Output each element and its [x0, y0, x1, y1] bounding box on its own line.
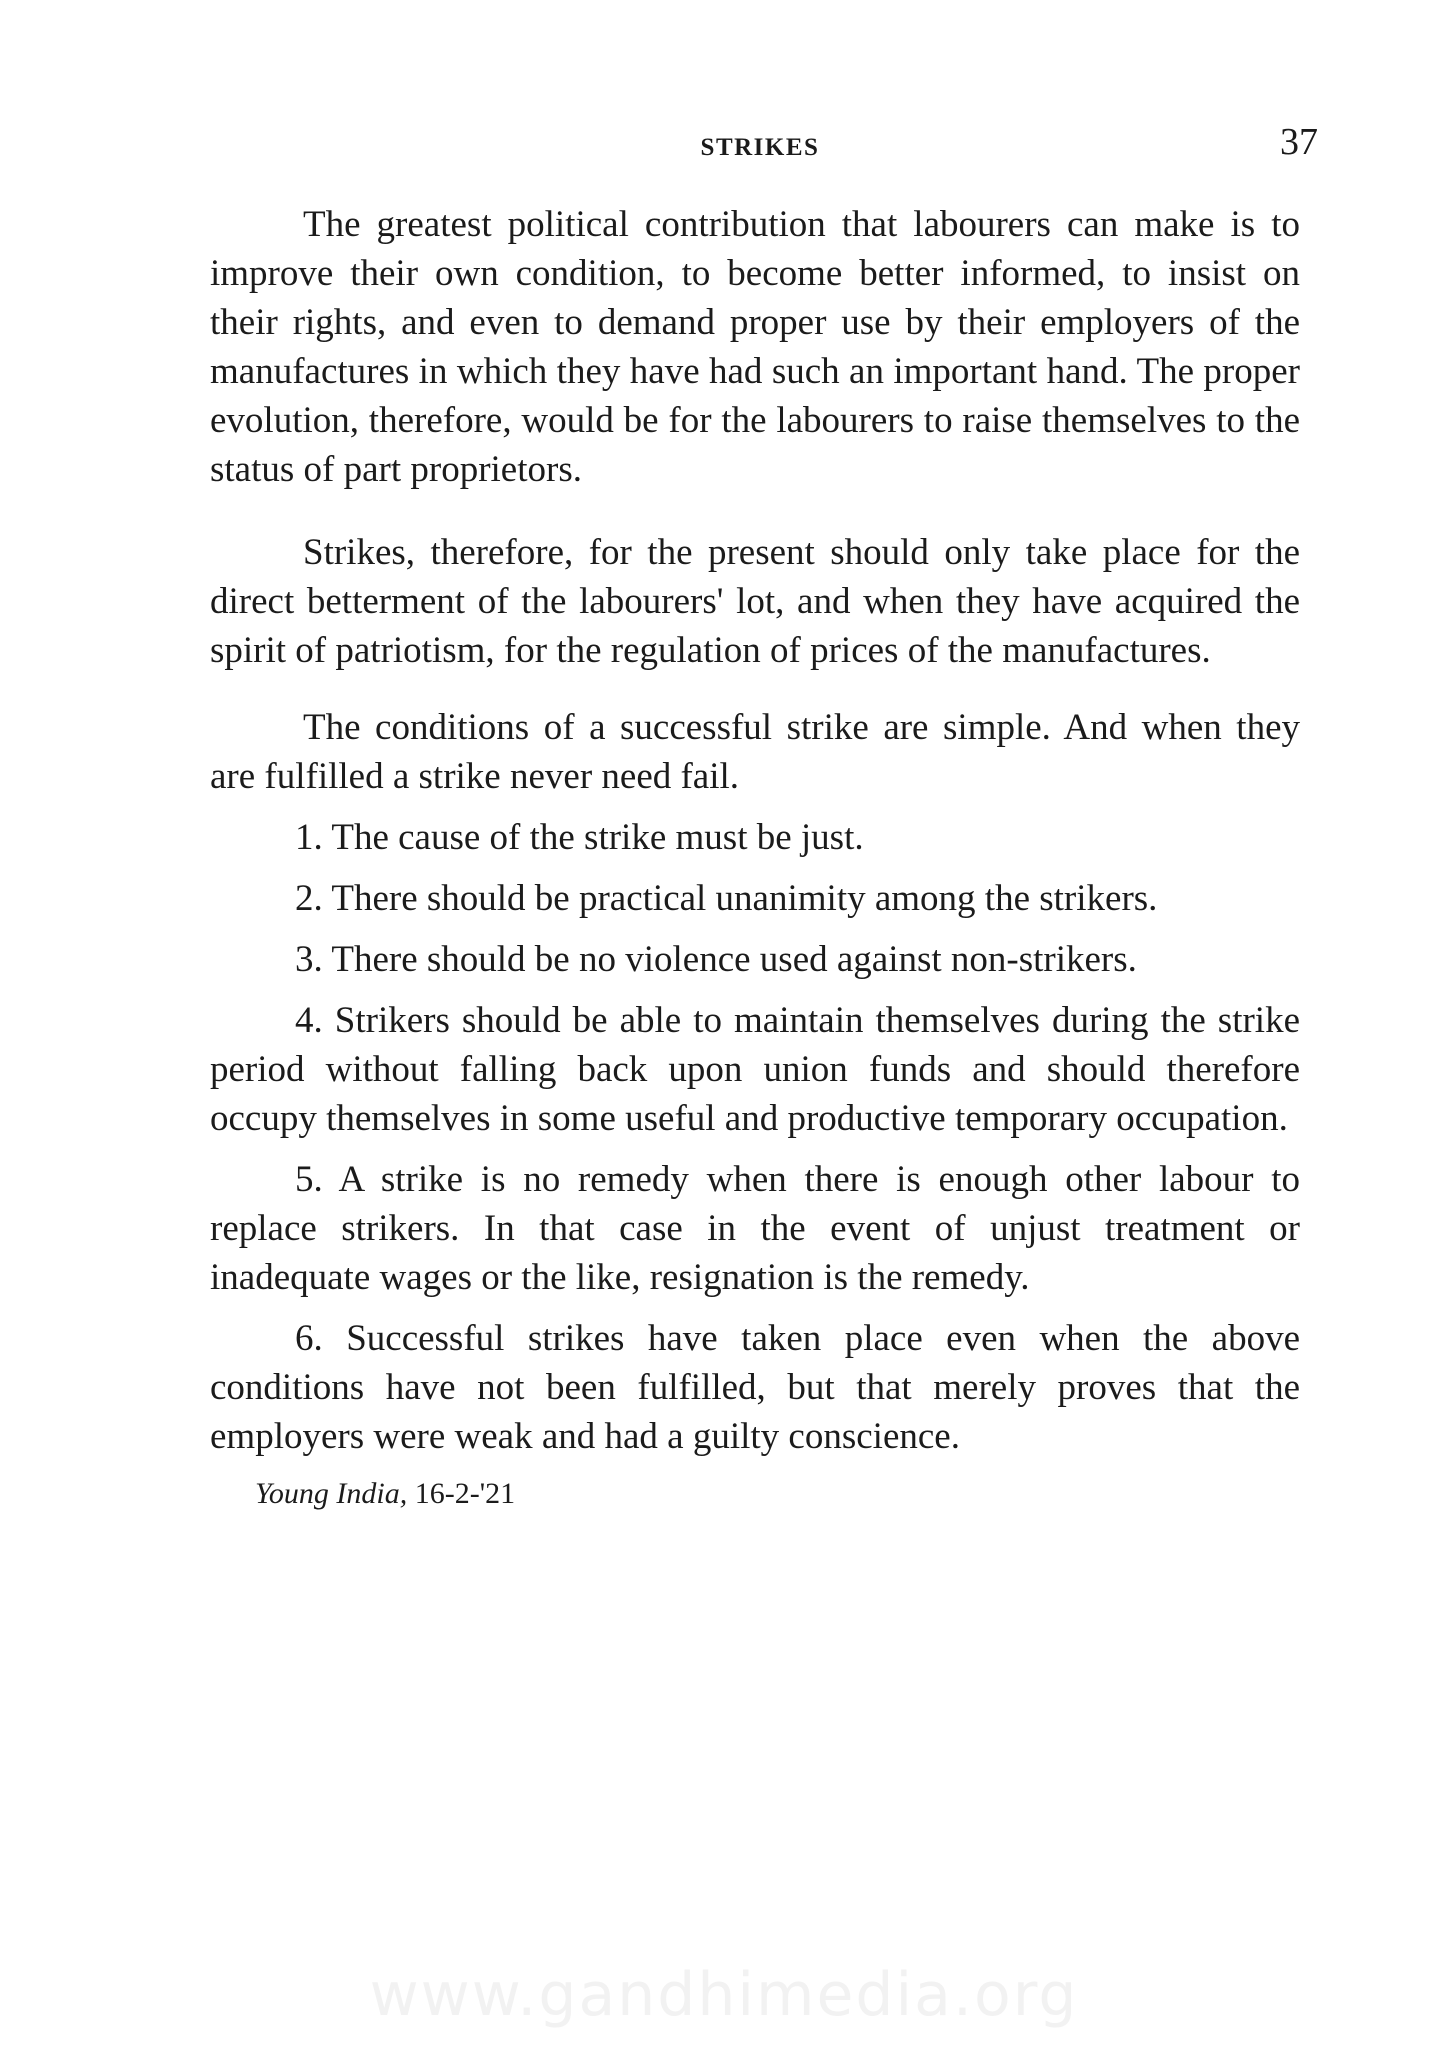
source-citation [210, 1477, 1300, 1511]
source-publication: Young India, [255, 1477, 408, 1510]
paragraph: The conditions of a successful strike are simple. And when they are fulfilled a strike never need fail. [210, 707, 1300, 797]
condition-text: There should be practical unanimity among the strikers. [331, 878, 1158, 919]
condition-item [210, 874, 1300, 923]
condition-item [210, 935, 1300, 984]
watermark: www.gandhimedia.org [369, 1960, 1079, 2030]
condition-number: 6. [295, 1318, 323, 1359]
paragraph: Strikes, therefore, for the present should only take place for the direct betterment of the labourers' lot, and when they have acquired the spirit of patriotism, for the regulation of prices of the manufactures. [210, 532, 1300, 671]
condition-number: 3. [295, 939, 323, 980]
condition-number: 4. [295, 1000, 323, 1041]
condition-number: 2. [295, 878, 323, 919]
condition-text: There should be no violence used against non-strikers. [331, 939, 1137, 980]
condition-text: A strike is no remedy when there is enough other labour to replace strikers. In that case in the event of unjust treatment or inadequate wages or the like, resignation is the remedy. [210, 1159, 1300, 1298]
condition-number: 5. [295, 1159, 323, 1200]
page-number: 37 [1280, 121, 1318, 163]
running-head [210, 120, 1318, 180]
condition-item [210, 996, 1300, 1143]
condition-item [210, 813, 1300, 862]
running-title: STRIKES [700, 134, 820, 161]
body-text [210, 200, 1300, 1511]
condition-text: Successful strikes have taken place even when the above conditions have not been fulfilled, but that merely proves that the employers were weak and had a guilty conscience. [210, 1318, 1300, 1457]
condition-text: The cause of the strike must be just. [331, 817, 864, 858]
condition-text: Strikers should be able to maintain themselves during the strike period without falling back upon union funds and should therefore occupy themselves in some useful and productive temporary occupation. [210, 1000, 1301, 1139]
condition-item [210, 1314, 1300, 1461]
condition-number: 1. [295, 817, 323, 858]
paragraph: The greatest political contribution that labourers can make is to improve their own condition, to become better informed, to insist on their rights, and even to demand proper use by their employers of the manufactures in which they have had such an important hand. The proper evolution, therefore, would be for the labourers to raise themselves to the status of part proprietors. [210, 204, 1300, 490]
source-date: 16-2-'21 [414, 1477, 516, 1510]
condition-item [210, 1155, 1300, 1302]
